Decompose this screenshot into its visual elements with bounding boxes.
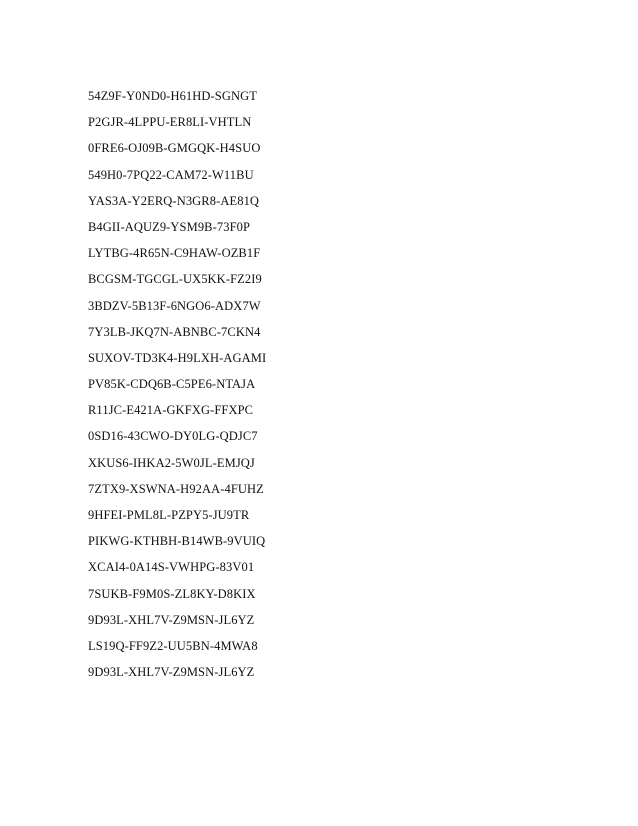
key-line: P2GJR-4LPPU-ER8LI-VHTLN: [88, 115, 252, 130]
key-line: 9HFEI-PML8L-PZPY5-JU9TR: [88, 508, 250, 522]
key-line: 0SD16-43CWO-DY0LG-QDJC7: [88, 429, 258, 444]
key-line: XCAI4-0A14S-VWHPG-83V01: [88, 560, 255, 575]
key-line: LS19Q-FF9Z2-UU5BN-4MWA8: [88, 638, 258, 653]
key-line: 9D93L-XHL7V-Z9MSN-JL6YZ: [88, 665, 255, 680]
key-line: 54Z9F-Y0ND0-H61HD-SGNGT: [88, 89, 257, 103]
key-line: PV85K-CDQ6B-C5PE6-NTAJA: [88, 377, 256, 392]
key-line: 7ZTX9-XSWNA-H92AA-4FUHZ: [88, 481, 264, 496]
key-line: 3BDZV-5B13F-6NGO6-ADX7W: [88, 298, 261, 313]
key-line: XKUS6-IHKA2-5W0JL-EMJQJ: [88, 455, 255, 470]
key-line: 0FRE6-OJ09B-GMGQK-H4SUO: [88, 141, 261, 156]
key-list: [88, 86, 266, 688]
key-line: 7Y3LB-JKQ7N-ABNBC-7CKN4: [88, 324, 261, 339]
key-line: 549H0-7PQ22-CAM72-W11BU: [88, 167, 254, 182]
key-line: B4GII-AQUZ9-YSM9B-73F0P: [88, 219, 251, 234]
key-line: LYTBG-4R65N-C9HAW-OZB1F: [88, 246, 261, 261]
key-line: YAS3A-Y2ERQ-N3GR8-AE81Q: [88, 193, 260, 208]
key-line: 9D93L-XHL7V-Z9MSN-JL6YZ: [88, 612, 255, 627]
key-line: PIKWG-KTHBH-B14WB-9VUIQ: [88, 534, 266, 549]
key-line: SUXOV-TD3K4-H9LXH-AGAMI: [88, 350, 267, 365]
key-line: 7SUKB-F9M0S-ZL8KY-D8KIX: [88, 586, 256, 601]
key-line: R11JC-E421A-GKFXG-FFXPC: [88, 403, 254, 418]
key-line: BCGSM-TGCGL-UX5KK-FZ2I9: [88, 272, 262, 287]
